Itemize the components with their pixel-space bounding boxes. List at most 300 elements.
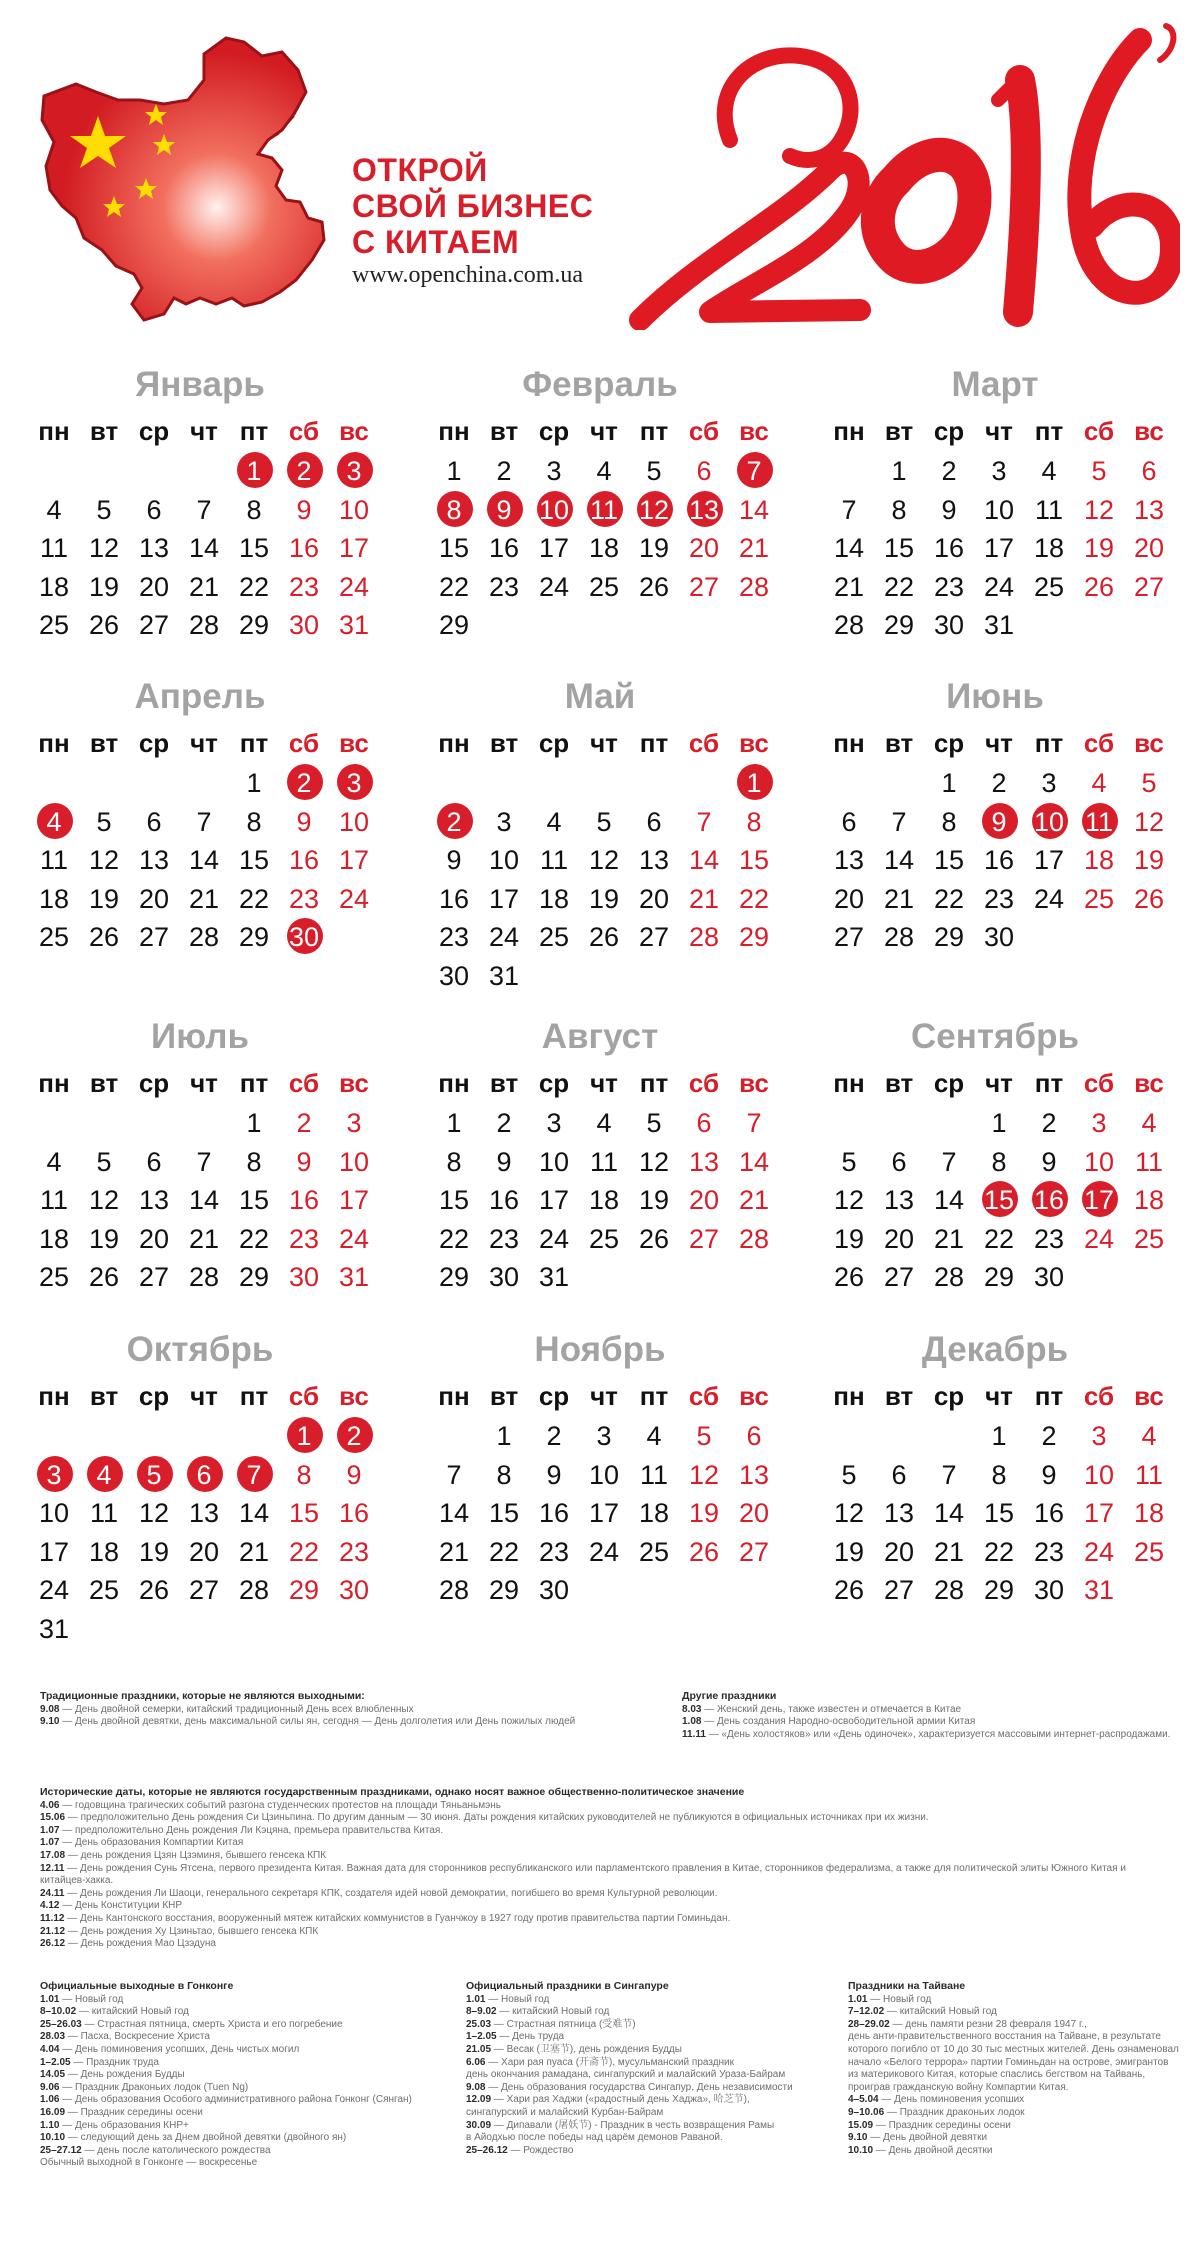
day-cell <box>80 606 128 644</box>
day-number: 11 <box>1034 494 1064 525</box>
day-number: 24 <box>38 1575 70 1605</box>
note-line: 8.03 — Женский день, также известен и отмечается в Китае <box>682 1703 962 1715</box>
day-cell <box>280 1143 328 1181</box>
day-cell <box>875 1456 923 1494</box>
weekday-label: чт <box>190 1068 218 1098</box>
day-number: 9 <box>941 494 957 525</box>
weekday-label: чт <box>190 1381 218 1411</box>
day-number: 25 <box>38 922 70 952</box>
day-cell <box>925 1258 973 1296</box>
day-number: 18 <box>1133 1498 1165 1528</box>
day-cell <box>330 1456 378 1494</box>
note-line <box>848 2044 1188 2057</box>
note-date: 30.09 <box>466 2119 492 2131</box>
day-cell <box>825 841 873 879</box>
weekday-header <box>825 1062 1165 1104</box>
day-number: 18 <box>88 1536 120 1567</box>
days-grid <box>430 1104 770 1297</box>
day-cell <box>630 918 678 956</box>
weekday-label: пт <box>1034 1068 1064 1098</box>
note-date: 1–2.05 <box>40 2056 71 2068</box>
day-cell <box>1075 841 1123 879</box>
note-text: Праздник Драконьих лодок (Tuen Ng) <box>75 2081 249 2093</box>
weekday-label: чт <box>985 728 1013 758</box>
day-number: 26 <box>1133 883 1165 914</box>
note-line: 25.03 — Страстная пятница (受难节) <box>466 2018 636 2030</box>
day-cell <box>680 918 728 956</box>
day-number: 9 <box>991 806 1007 837</box>
day-cell <box>975 1143 1023 1181</box>
day-cell <box>30 880 78 918</box>
day-cell <box>480 1143 528 1181</box>
day-cell <box>430 1494 478 1532</box>
note-line: 11.11 — «День холостяков» или «День одиночек», характеризуется массовыми интернет-распродажами. <box>682 1728 1171 1740</box>
day-number: 11 <box>589 1146 619 1177</box>
day-cell <box>330 568 378 606</box>
day-cell <box>480 1494 528 1532</box>
day-number: 27 <box>833 922 865 952</box>
day-number: 26 <box>88 1262 120 1292</box>
day-cell <box>825 880 873 918</box>
day-number: 17 <box>488 883 520 914</box>
day-cell <box>630 1143 678 1181</box>
day-number: 7 <box>746 1108 762 1138</box>
day-number: 16 <box>1033 1185 1065 1215</box>
note-date: 26.12 <box>40 1938 66 1950</box>
month-title: Январь <box>135 365 265 404</box>
day-number: 19 <box>88 883 120 914</box>
day-number: 10 <box>488 845 520 875</box>
day-number: 29 <box>238 1262 270 1292</box>
day-cell <box>480 568 528 606</box>
holiday-day-cell <box>480 491 528 529</box>
day-cell <box>975 1533 1023 1571</box>
day-number: 14 <box>688 845 720 875</box>
day-number: 28 <box>883 922 915 952</box>
day-number: 7 <box>196 494 212 525</box>
day-cell <box>530 1456 578 1494</box>
month-2 <box>430 360 770 645</box>
day-number: 9 <box>1041 1459 1057 1490</box>
holiday-day-cell <box>630 491 678 529</box>
day-cell <box>430 1220 478 1258</box>
note-text: Хари рая пуаса (开斋节), мусульманский праздник <box>501 2056 735 2068</box>
day-cell <box>80 1181 128 1219</box>
day-number: 26 <box>638 1223 670 1254</box>
day-number: 22 <box>488 1536 520 1567</box>
day-number: 27 <box>883 1575 915 1605</box>
day-number: 17 <box>1083 1185 1115 1215</box>
day-number: 24 <box>1083 1223 1115 1254</box>
other-holidays-block <box>682 1690 1182 1741</box>
day-cell <box>280 606 328 644</box>
day-number: 28 <box>438 1575 470 1605</box>
day-cell <box>1025 1104 1073 1142</box>
note-text: сингапурский и малайский Курбан-Байрам <box>466 2106 664 2118</box>
weekday-label: вс <box>739 1381 769 1411</box>
day-cell <box>630 880 678 918</box>
day-number: 15 <box>488 1498 520 1528</box>
day-cell <box>130 1533 178 1571</box>
day-number: 20 <box>138 1223 170 1254</box>
day-cell <box>480 452 528 490</box>
note-text: Праздник середины осени <box>80 2106 203 2118</box>
day-number: 6 <box>196 1459 212 1490</box>
day-number: 13 <box>883 1498 915 1528</box>
day-cell <box>80 1220 128 1258</box>
weekday-label: ср <box>933 728 965 758</box>
note-line: 10.10 — следующий день за Днем двойной девятки (двойного ян) <box>40 2132 347 2144</box>
day-cell <box>825 529 873 567</box>
weekday-label: пн <box>833 416 865 446</box>
weekday-label: вс <box>339 728 369 758</box>
weekday-label: вс <box>1134 416 1164 446</box>
day-number: 25 <box>1133 1536 1165 1567</box>
note-text: День двойной семерки, китайский традиционный День всех влюбленных <box>75 1703 414 1715</box>
day-number: 4 <box>1041 456 1057 486</box>
note-line: 30.09 — Дипавали (屠妖节) - Праздник в честь возвращения Рамы <box>466 2119 775 2131</box>
note-text: День поминовения усопших <box>894 2094 1025 2106</box>
day-cell <box>330 841 378 879</box>
day-number: 28 <box>833 610 865 640</box>
weekday-label: чт <box>590 728 618 758</box>
day-cell <box>530 1143 578 1181</box>
hongkong-holidays-block <box>40 1980 430 2170</box>
weekday-label: сб <box>288 728 320 758</box>
day-cell <box>130 1258 178 1296</box>
day-number: 9 <box>296 806 312 837</box>
weekday-label: пн <box>833 1381 865 1411</box>
day-number: 21 <box>188 883 220 914</box>
day-number: 18 <box>538 883 570 914</box>
day-cell <box>430 918 478 956</box>
day-cell <box>1125 1220 1173 1258</box>
day-number: 27 <box>1133 571 1165 602</box>
day-number: 12 <box>688 1459 720 1490</box>
note-text: День труда <box>512 2031 565 2043</box>
note-date: 1.07 <box>40 1824 60 1836</box>
day-number: 22 <box>238 883 270 914</box>
day-number: 3 <box>346 768 362 798</box>
day-number: 26 <box>638 571 670 602</box>
day-number: 12 <box>833 1498 865 1528</box>
day-number: 15 <box>738 845 770 875</box>
day-number: 1 <box>246 768 262 798</box>
weekday-label: сб <box>688 1381 720 1411</box>
day-number: 26 <box>138 1575 170 1605</box>
day-number: 9 <box>546 1459 562 1490</box>
note-text: День образования Особого административного района Гонконг (Сянган) <box>75 2094 412 2106</box>
day-number: 17 <box>983 533 1015 563</box>
note-line: 15.09 — Праздник середины осени <box>848 2119 1011 2131</box>
day-cell <box>230 1494 278 1532</box>
day-number: 3 <box>546 456 562 486</box>
day-number: 19 <box>88 1223 120 1254</box>
day-number: 28 <box>738 1223 770 1254</box>
weekday-label: сб <box>288 1068 320 1098</box>
day-number: 4 <box>1141 1421 1157 1451</box>
day-cell <box>80 880 128 918</box>
day-number: 5 <box>646 1108 662 1138</box>
note-text: День двойной девятки <box>883 2132 988 2144</box>
day-number: 21 <box>238 1536 270 1567</box>
day-cell <box>1075 880 1123 918</box>
day-number: 11 <box>639 1459 669 1490</box>
day-cell <box>1025 452 1073 490</box>
day-cell <box>730 529 778 567</box>
day-number: 7 <box>196 806 212 837</box>
day-number: 15 <box>238 1185 270 1215</box>
day-number: 28 <box>738 571 770 602</box>
day-cell <box>1075 529 1123 567</box>
day-number: 2 <box>296 1108 312 1138</box>
weekday-label: пн <box>833 728 865 758</box>
note-date: 15.06 <box>40 1812 66 1824</box>
day-cell <box>825 1220 873 1258</box>
holiday-day-cell <box>430 803 478 841</box>
day-number: 3 <box>496 806 512 837</box>
weekday-label: ср <box>933 416 965 446</box>
day-cell <box>975 529 1023 567</box>
days-grid <box>825 1417 1165 1610</box>
holiday-day-cell <box>180 1456 228 1494</box>
day-cell <box>330 1220 378 1258</box>
day-number: 16 <box>538 1498 570 1528</box>
day-number: 29 <box>983 1575 1015 1605</box>
day-cell <box>530 1258 578 1296</box>
note-date: 28–29.02 <box>848 2018 890 2030</box>
day-number: 28 <box>188 610 220 640</box>
day-cell <box>925 1494 973 1532</box>
day-number: 16 <box>983 845 1015 875</box>
day-cell <box>530 1181 578 1219</box>
day-cell <box>925 452 973 490</box>
weekday-label: вс <box>739 728 769 758</box>
holiday-day-cell <box>280 452 328 490</box>
day-cell <box>480 1220 528 1258</box>
day-number: 1 <box>496 1421 512 1451</box>
day-number: 6 <box>646 806 662 837</box>
day-cell <box>925 1181 973 1219</box>
note-line: 14.05 — День рождения Будды <box>40 2069 185 2081</box>
day-number: 9 <box>296 1146 312 1177</box>
day-cell <box>480 1456 528 1494</box>
note-text: проиграв гражданскую войну Компартии Китая. <box>848 2081 1069 2093</box>
day-number: 10 <box>338 494 370 525</box>
day-number: 10 <box>338 806 370 837</box>
day-number: 28 <box>688 922 720 952</box>
day-number: 24 <box>983 571 1015 602</box>
day-number: 25 <box>1033 571 1065 602</box>
note-date: 25–27.12 <box>40 2144 82 2156</box>
note-text: китайский Новый год <box>899 2006 997 2018</box>
day-cell <box>630 803 678 841</box>
weekday-label: вт <box>489 416 519 446</box>
note-date: 4.12 <box>40 1900 60 1912</box>
note-line: 1.06 — День образования Особого административного района Гонконг (Сянган) <box>40 2094 412 2106</box>
day-cell <box>480 1104 528 1142</box>
day-cell <box>230 841 278 879</box>
day-cell <box>630 841 678 879</box>
weekday-label: ср <box>538 1381 570 1411</box>
day-number: 30 <box>1033 1262 1065 1292</box>
day-number: 19 <box>588 883 620 914</box>
month-5 <box>430 672 770 995</box>
weekday-label: пт <box>639 1381 669 1411</box>
day-number: 28 <box>933 1262 965 1292</box>
day-number: 14 <box>738 494 770 525</box>
day-cell <box>280 568 328 606</box>
day-number: 4 <box>1141 1108 1157 1138</box>
day-cell <box>330 529 378 567</box>
day-cell <box>875 452 923 490</box>
day-number: 25 <box>88 1575 120 1605</box>
day-number: 27 <box>138 922 170 952</box>
day-cell <box>80 841 128 879</box>
day-cell <box>1125 1456 1173 1494</box>
day-cell <box>1125 841 1173 879</box>
day-number: 6 <box>696 456 712 486</box>
day-cell <box>1125 880 1173 918</box>
weekday-label: вс <box>1134 728 1164 758</box>
day-cell <box>230 568 278 606</box>
day-number: 5 <box>146 1459 162 1490</box>
day-number: 8 <box>246 806 262 837</box>
traditional-holidays-block <box>40 1690 640 1729</box>
day-number: 27 <box>688 1223 720 1254</box>
day-cell <box>530 1533 578 1571</box>
weekday-label: пн <box>438 728 470 758</box>
day-cell <box>1075 1220 1123 1258</box>
day-number: 23 <box>288 883 320 914</box>
day-number: 25 <box>588 1223 620 1254</box>
day-cell <box>430 606 478 644</box>
day-number: 29 <box>738 922 770 952</box>
day-cell <box>1025 1143 1073 1181</box>
day-number: 17 <box>38 1536 70 1567</box>
day-cell <box>680 452 728 490</box>
note-line <box>848 2057 1188 2070</box>
day-cell <box>80 1571 128 1609</box>
day-number: 12 <box>588 845 620 875</box>
note-text: из материкового Китая, которые спаслись бегством на Тайвань, <box>848 2069 1146 2081</box>
note-date: 11.12 <box>40 1912 65 1924</box>
day-cell <box>1075 491 1123 529</box>
day-cell <box>1075 764 1123 802</box>
day-cell <box>1025 491 1073 529</box>
day-number: 26 <box>688 1536 720 1567</box>
note-text: День поминовения усопших, День чистых могил <box>75 2043 300 2055</box>
weekday-header <box>30 410 370 452</box>
website-link[interactable]: www.openchina.com.ua <box>352 262 584 288</box>
day-cell <box>875 491 923 529</box>
day-number: 9 <box>446 845 462 875</box>
note-date: 16.09 <box>40 2106 66 2118</box>
weekday-label: пт <box>639 1068 669 1098</box>
day-number: 1 <box>941 768 957 798</box>
day-number: 4 <box>46 1146 62 1177</box>
note-date: 8.03 <box>682 1703 702 1715</box>
note-date: 9.06 <box>40 2081 60 2093</box>
day-cell <box>730 1104 778 1142</box>
day-cell <box>130 1181 178 1219</box>
day-number: 28 <box>188 922 220 952</box>
day-cell <box>630 1181 678 1219</box>
day-cell <box>180 1181 228 1219</box>
note-text: Дипавали (屠妖节) - Праздник в честь возвращения Рамы <box>506 2119 775 2131</box>
day-cell <box>230 1104 278 1142</box>
note-line: 8–10.02 — китайский Новый год <box>40 2006 189 2018</box>
holiday-day-cell <box>230 1456 278 1494</box>
day-number: 13 <box>738 1459 770 1490</box>
month-title: Июнь <box>946 677 1044 716</box>
day-number: 18 <box>1133 1185 1165 1215</box>
weekday-label: пт <box>639 728 669 758</box>
day-cell <box>825 1494 873 1532</box>
day-cell <box>580 1533 628 1571</box>
day-number: 23 <box>1033 1223 1065 1254</box>
day-number: 6 <box>891 1459 907 1490</box>
day-cell <box>975 452 1023 490</box>
day-number: 19 <box>138 1536 170 1567</box>
note-text: День рождения Будды <box>80 2069 185 2081</box>
day-number: 7 <box>196 1146 212 1177</box>
slogan-line-2: СВОЙ БИЗНЕС <box>352 188 594 224</box>
day-cell <box>1025 1220 1073 1258</box>
day-number: 27 <box>688 571 720 602</box>
day-cell <box>730 1143 778 1181</box>
note-line <box>40 2157 430 2170</box>
day-cell <box>330 1258 378 1296</box>
day-number: 5 <box>696 1421 712 1451</box>
day-cell <box>1125 452 1173 490</box>
day-cell <box>430 568 478 606</box>
note-date: 9–10.06 <box>848 2106 885 2118</box>
day-cell <box>680 1220 728 1258</box>
day-cell <box>130 606 178 644</box>
day-number: 4 <box>646 1421 662 1451</box>
day-cell <box>1025 529 1073 567</box>
day-number: 3 <box>1041 768 1057 798</box>
day-number: 1 <box>446 456 462 486</box>
note-date: 1.10 <box>40 2119 60 2131</box>
day-cell <box>925 491 973 529</box>
day-cell <box>875 1220 923 1258</box>
note-text: День двойной десятки <box>888 2144 993 2156</box>
day-number: 26 <box>1083 571 1115 602</box>
day-cell <box>280 880 328 918</box>
weekday-label: ср <box>138 416 170 446</box>
day-number: 2 <box>346 1421 362 1451</box>
day-number: 10 <box>1083 1146 1115 1177</box>
holiday-day-cell <box>1075 803 1123 841</box>
day-cell <box>925 1571 973 1609</box>
day-cell <box>580 568 628 606</box>
day-number: 24 <box>588 1536 620 1567</box>
day-number: 14 <box>738 1146 770 1177</box>
day-cell <box>630 452 678 490</box>
day-cell <box>80 529 128 567</box>
weekday-label: чт <box>985 1381 1013 1411</box>
day-cell <box>630 529 678 567</box>
day-number: 7 <box>941 1146 957 1177</box>
day-cell <box>30 1610 78 1648</box>
day-cell <box>130 491 178 529</box>
holiday-day-cell <box>330 452 378 490</box>
day-number: 7 <box>246 1459 262 1490</box>
day-number: 23 <box>288 1223 320 1254</box>
day-number: 14 <box>933 1498 965 1528</box>
